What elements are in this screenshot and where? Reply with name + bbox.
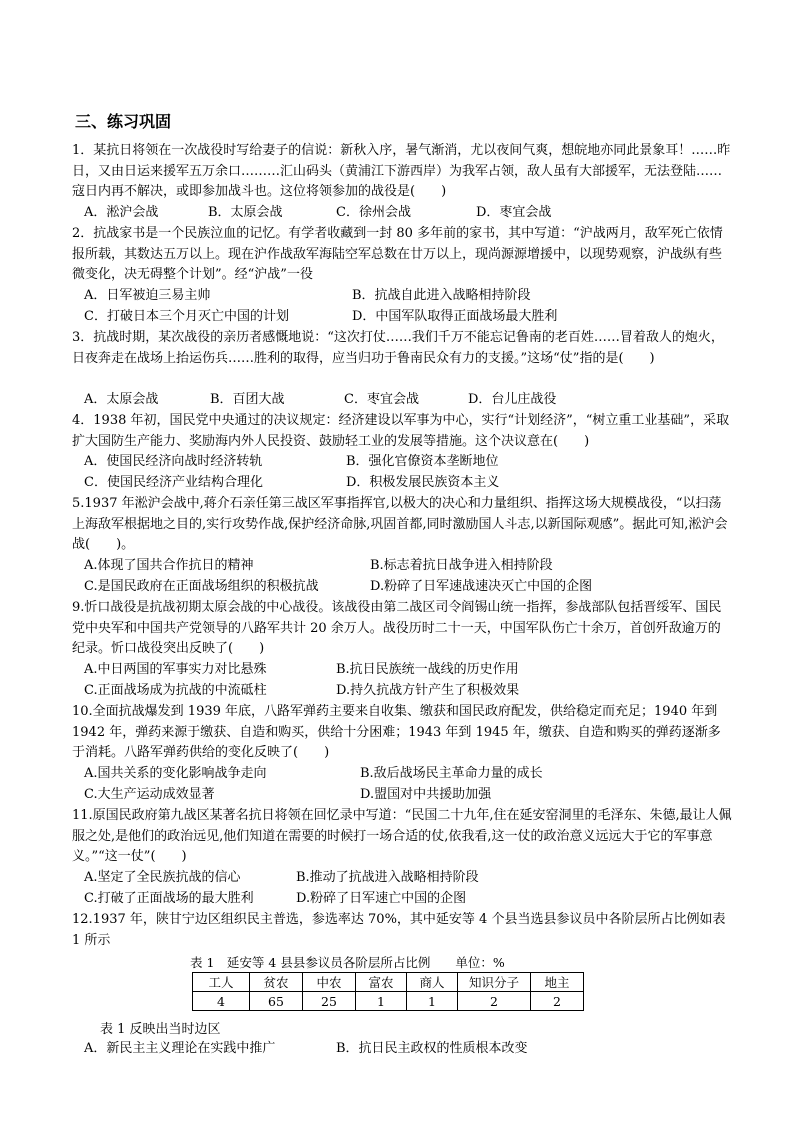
data-table [192, 972, 584, 1011]
table-cell: 2 [531, 992, 584, 1011]
option-b: B．强化官僚资本垄断地位 [346, 454, 499, 469]
question-text: 11.原国民政府第九战区某著名抗日将领在回忆录中写道：“民国二十九年,住在延安窑洞里的毛泽东、朱德,最让人佩服之处,是他们的政治远见,他们知道在需要的时候打一场合适的仗,依我看,这一仗的政治意义远远大于它的军事意义。”“这一仗”( ) [72, 808, 732, 865]
question-9-options [84, 660, 734, 701]
option-b: B．抗战自此进入战略相持阶段 [352, 288, 531, 303]
option-c: C．枣宜会战 [344, 392, 419, 407]
question-5-options [84, 556, 734, 597]
question-10-options [84, 764, 734, 805]
question-text: 4．1938 年初，国民党中央通过的决议规定：经济建设以军事为中心，实行“计划经济”，“树立重工业基础”，采取扩大国防生产能力、奖励海内外人民投资、鼓励轻工业的发展等措施。这个决议意在( ) [72, 413, 730, 449]
option-a: A.体现了国共合作抗日的精神 [84, 558, 254, 573]
question-text: 10.全面抗战爆发到 1939 年底，八路军弹药主要来自收集、缴获和国民政府配发，供给稳定而充足；1940 年到 1942 年，弹药来源于缴获、自造和购买，供给十分困难；1943 年到 1945 年，缴获、自造和购买的弹药逐渐多于消耗。八路军弹药供给的变化反映了( ) [72, 704, 721, 761]
option-d: D．枣宜会战 [476, 205, 552, 220]
table-header: 富农 [356, 973, 407, 992]
question-text: 5.1937 年淞沪会战中,蒋介石亲任第三战区军事指挥官,以极大的决心和力量组织、指挥这场大规模战役，“以扫荡上海敌军根据地之目的,实行攻势作战,保护经济命脉,巩固首都,同时激励国人斗志,以新国际观感”。据此可知,淞沪会战( )。 [72, 496, 728, 553]
option-b: B.抗日民族统一战线的历史作用 [336, 662, 519, 677]
option-b: B.敌后战场民主革命力量的成长 [360, 766, 543, 781]
option-c: C.是国民政府在正面战场组织的积极抗战 [84, 578, 319, 594]
option-d: D．台儿庄战役 [468, 392, 557, 407]
question-5 [72, 494, 732, 556]
question-text: 1．某抗日将领在一次战役时写给妻子的信说：新秋入序，暑气渐消，尤以夜间气爽，想皖地亦同此景象耳！……昨日，又由日运来援军五万余口………汇山码头（黄浦江下游西岸）为我军占领，敌人虽有大部援军，无法登陆……寇日内再不解决，或即参加战斗也。这位将领参加的战役是( ) [72, 143, 731, 200]
question-text: 12.1937 年，陕甘宁边区组织民主普选，参选率达 70%，其中延安等 4 个县当选县参议员中各阶层所占比例如表 1 所示 [72, 912, 726, 948]
question-text: 9.忻口战役是抗战初期太原会战的中心战役。该战役由第二战区司令阎锡山统一指挥，参战部队包括晋绥军、国民党中央军和中国共产党领导的八路军共计 20 余万人。战役历时二十一天，中国军队伤亡十余万，首创歼敌逾万的纪录。忻口战役突出反映了( ) [72, 600, 722, 657]
table-cell: 1 [407, 992, 458, 1011]
option-a: A.坚定了全民族抗战的信心 [84, 870, 241, 885]
question-2-options [84, 286, 734, 327]
option-d: D.粉碎了日军速亡中国的企图 [296, 890, 467, 906]
option-d: D．中国军队取得正面战场最大胜利 [352, 308, 558, 324]
question-10 [72, 702, 732, 764]
question-9 [72, 598, 732, 660]
question-3-options [84, 390, 734, 411]
question-4 [72, 411, 732, 452]
option-c: C．徐州会战 [336, 205, 411, 220]
table-header: 知识分子 [458, 973, 531, 992]
option-a: A．日军被迫三易主帅 [84, 288, 211, 303]
table-cell: 2 [458, 992, 531, 1011]
table-cell: 25 [303, 992, 356, 1011]
option-a: A．淞沪会战 [84, 205, 159, 220]
option-b: B．抗日民主政权的性质根本改变 [336, 1041, 528, 1056]
option-a: A．使国民经济向战时经济转轨 [84, 454, 263, 469]
question-11 [72, 806, 732, 868]
option-b: B.标志着抗日战争进入相持阶段 [370, 558, 553, 573]
option-c: C.打破了正面战场的最大胜利 [84, 890, 254, 906]
option-c: C．使国民经济产业结构合理化 [84, 474, 263, 490]
option-b: B.推动了抗战进入战略相持阶段 [296, 870, 479, 885]
table-header: 中农 [303, 973, 356, 992]
option-d: D.粉碎了日军速战速决灭亡中国的企图 [370, 578, 593, 594]
question-text: 2．抗战家书是一个民族泣血的记忆。有学者收藏到一封 80 多年前的家书，其中写道：“沪战两月，敌军死亡依情报所载，其数达五万以上。现在沪作战敌军海陆空军总数在廿万以上，现尚源源增援中，以现势观察，沪战纵有些微变化，决无碍整个计划”。经“沪战”一役 [72, 226, 723, 283]
question-1-options [84, 203, 734, 224]
option-a: A．太原会战 [84, 392, 159, 407]
option-a: A.中日两国的军事实力对比悬殊 [84, 662, 267, 677]
table-header: 工人 [193, 973, 250, 992]
question-12-options [84, 1039, 734, 1060]
table-header: 贫农 [250, 973, 303, 992]
table-header: 商人 [407, 973, 458, 992]
option-d: D．积极发展民族资本主义 [346, 474, 500, 490]
option-a: A.国共关系的变化影响战争走向 [84, 766, 267, 781]
question-3 [72, 328, 732, 369]
option-c: C．打破日本三个月灭亡中国的计划 [84, 308, 289, 324]
option-b: B．太原会战 [208, 205, 283, 220]
question-11-options [84, 868, 734, 909]
table-header: 地主 [531, 973, 584, 992]
option-c: C.正面战场成为抗战的中流砥柱 [84, 682, 267, 698]
question-text: 3．抗战时期，某次战役的亲历者感慨地说：“这次打仗……我们千万不能忘记鲁南的老百姓……冒着敌人的炮火，日夜奔走在战场上抬运伤兵……胜利的取得，应当归功于鲁南民众有力的支援。”这场“仗”指的是( ) [72, 330, 724, 366]
table-caption: 表 1 延安等 4 县县参议员各阶层所占比例 单位：% [190, 955, 505, 970]
table-header-row [193, 973, 584, 992]
table-row [193, 992, 584, 1011]
option-c: C.大生产运动成效显著 [84, 786, 215, 802]
option-b: B．百团大战 [210, 392, 285, 407]
question-4-options [84, 452, 734, 493]
table-cell: 65 [250, 992, 303, 1011]
question-2 [72, 224, 732, 286]
question-1 [72, 141, 732, 203]
option-d: D.持久抗战方针产生了积极效果 [336, 682, 520, 698]
option-d: D.盟国对中共援助加强 [360, 786, 492, 802]
section-title: 三、练习巩固 [75, 112, 172, 131]
table-cell: 1 [356, 992, 407, 1011]
option-a: A．新民主主义理论在实践中推广 [84, 1041, 276, 1056]
question-12 [72, 910, 732, 951]
table-cell: 4 [193, 992, 250, 1011]
table-followup: 表 1 反映出当时边区 [100, 1022, 221, 1037]
